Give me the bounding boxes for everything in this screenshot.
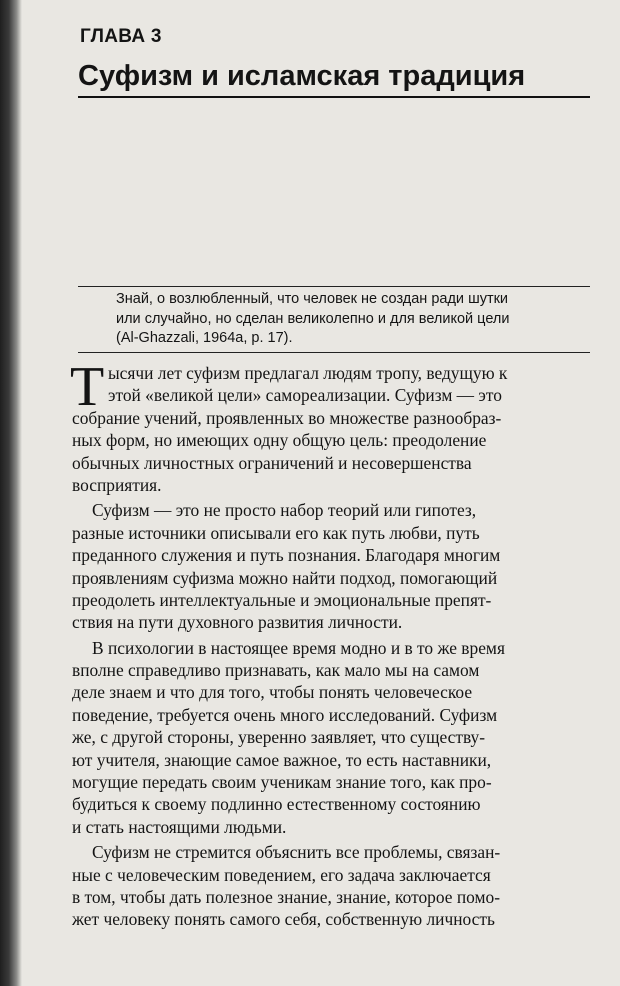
text-line: обычных личностных ограничений и несовершенства — [72, 452, 472, 473]
text-line: ные с человеческим поведением, его задача заключается — [72, 864, 491, 885]
epigraph — [116, 290, 596, 349]
drop-cap: Т — [70, 356, 105, 418]
text-line: вполне справедливо признавать, как мало мы на самом — [72, 660, 480, 681]
text-line: ных форм, но имеющих одну общую цель: преодоление — [72, 430, 487, 451]
text-line: проявлениям суфизма можно найти подход, помогающий — [72, 567, 498, 588]
text-line: могущие передать своим ученикам знание того, как про- — [72, 772, 492, 793]
chapter-title: Суфизм и исламская традиция — [78, 60, 526, 92]
text-line: Суфизм не стремится объяснить все проблемы, связан- — [92, 842, 501, 863]
epigraph-rule-bottom — [78, 352, 590, 353]
text-line: ют учителя, знающие самое важное, то есть наставники, — [72, 749, 492, 770]
book-page — [72, 22, 588, 962]
scan-edge-shadow — [0, 0, 22, 986]
text-line: разные источники описывали его как путь любви, путь — [72, 522, 480, 543]
title-rule — [78, 96, 590, 98]
paragraph-4 — [72, 841, 592, 931]
chapter-label: ГЛАВА 3 — [80, 26, 162, 47]
paragraph-2 — [72, 499, 592, 633]
text-line: Суфизм — это не просто набор теорий или гипотез, — [92, 500, 477, 521]
paragraph-3 — [72, 637, 592, 839]
text-line: преодолеть интеллектуальные и эмоциональные препят- — [72, 589, 492, 610]
text-line: этой «великой цели» самореализации. Суфизм — это — [108, 385, 502, 406]
text-line: поведение, требуется очень много исследований. Суфизм — [72, 704, 498, 725]
text-line: деле знаем и что для того, чтобы понять человеческое — [72, 682, 473, 703]
text-line: и стать настоящими людьми. — [72, 816, 287, 837]
text-line: ствия на пути духовного развития личности. — [72, 612, 403, 633]
epigraph-line: или случайно, но сделан великолепно и для великой цели — [116, 310, 510, 327]
paragraph-1 — [70, 356, 592, 496]
text-line: же, с другой стороны, уверенно заявляет, что существу- — [72, 727, 486, 748]
text-line: жет человеку понять самого себя, собственную личность — [72, 909, 495, 930]
text-line: В психологии в настоящее время модно и в то же время — [92, 637, 505, 658]
text-line: в том, чтобы дать полезное знание, знание, которое помо- — [72, 886, 500, 907]
text-line: собрание учений, проявленных во множестве разнообраз- — [72, 407, 502, 428]
epigraph-rule-top — [78, 286, 590, 287]
text-line: будиться к своему подлинно естественному состоянию — [72, 794, 481, 815]
text-line: преданного служения и путь познания. Благодаря многим — [72, 545, 501, 566]
text-line: восприятия. — [72, 474, 162, 495]
epigraph-citation: (Al-Ghazzali, 1964a, p. 17). — [116, 330, 293, 346]
epigraph-line: Знай, о возлюбленный, что человек не создан ради шутки — [116, 291, 509, 307]
body-text — [70, 356, 592, 931]
text-line: ысячи лет суфизм предлагал людям тропу, ведущую к — [108, 363, 508, 383]
